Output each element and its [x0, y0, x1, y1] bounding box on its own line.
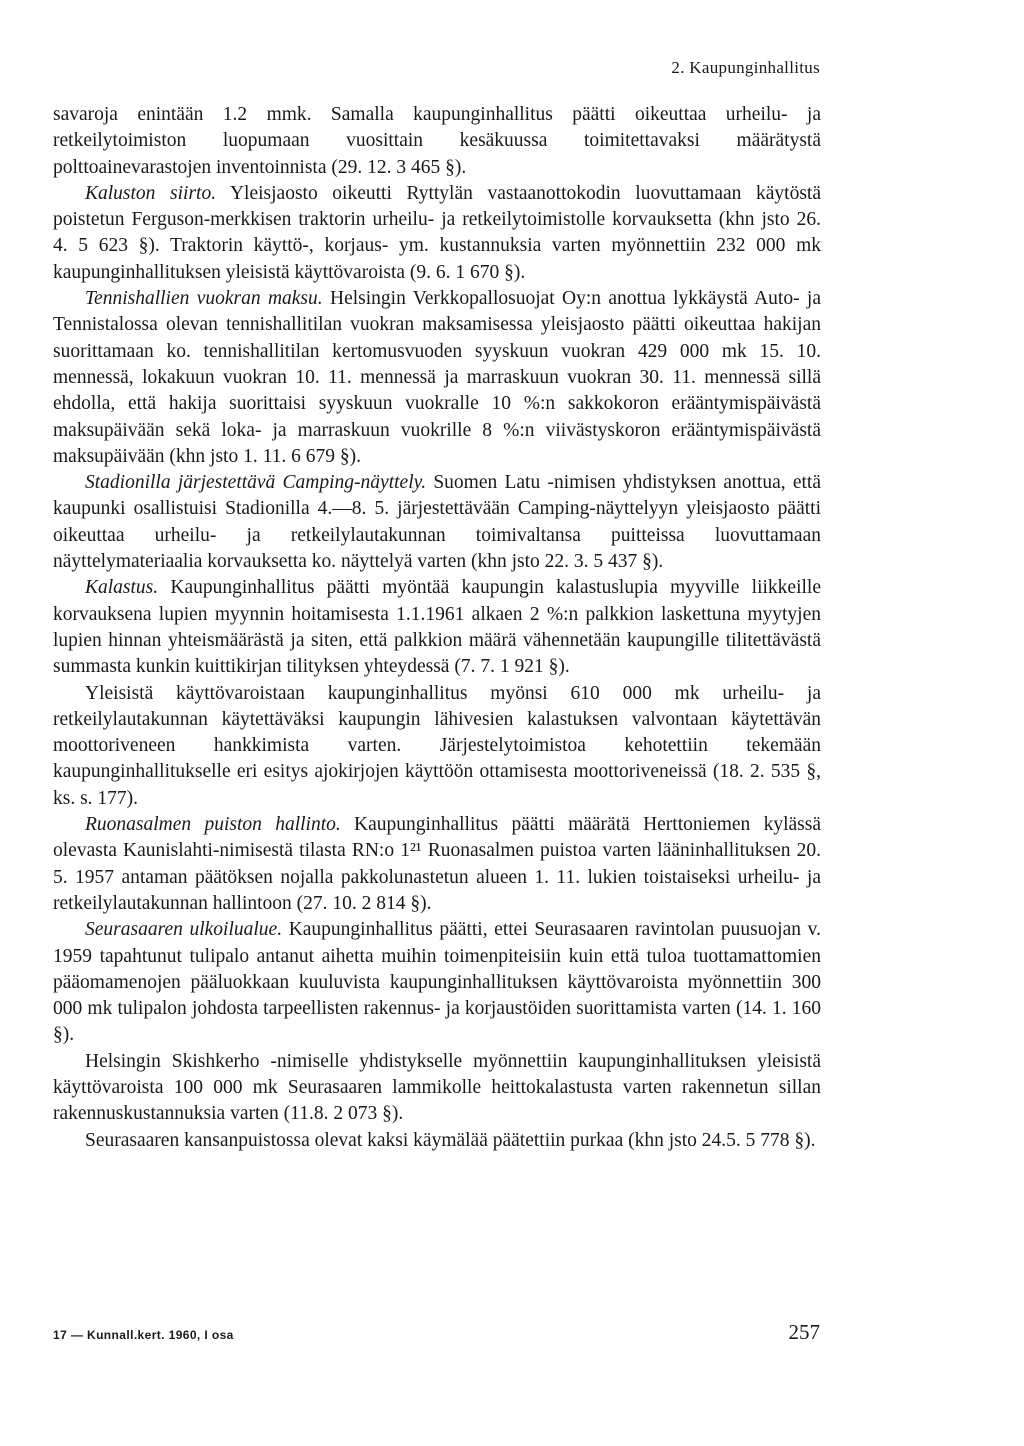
paragraph-2	[53, 286, 821, 470]
paragraph-9-text: Seurasaaren kansanpuistossa olevat kaksi käymälää päätettiin purkaa (khn jsto 24.5. 5 778 §).	[85, 1129, 816, 1151]
paragraph-2-text: Helsingin Verkkopallosuojat Oy:n anottua lykkäystä Auto- ja Tennistalossa olevan tennishallitilan vuokran maksamisessa yleisjaosto päätti oikeuttaa hakijan suorittamaan ko. tennishallitilan kertomusvuoden syyskuun vuokran 429 000 mk 15. 10. mennessä, lokakuun vuokran 10. 11. mennessä ja marraskuun vuokran 30. 11. mennessä sillä ehdolla, että hakija suorittaisi syyskuun vuokralle 10 %:n sakkokoron erääntymispäivästä maksupäivään sekä loka- ja marraskuun vuokrille 8 %:n viivästyskoron erääntymispäivästä maksupäivään (khn jsto 1. 11. 6 679 §).	[53, 288, 821, 467]
paragraph-7	[53, 917, 821, 1048]
paragraph-5-text: Yleisistä käyttövaroistaan kaupunginhallitus myönsi 610 000 mk urheilu- ja retkeilylautakunnan käytettäväksi kaupungin lähivesien kalastuksen valvontaan käytettävän moottoriveneen hankkimista varten. Järjestelytoimistoa kehotettiin tekemään kaupunginhallitukselle eri esitys ajokirjojen käyttöön ottamisesta moottoriveneissä (18. 2. 535 §, ks. s. 177).	[53, 682, 821, 809]
footer-signature: 17 — Kunnall.kert. 1960, I osa	[53, 1328, 234, 1342]
paragraph-8	[53, 1049, 821, 1128]
paragraph-4	[53, 575, 821, 680]
paragraph-3-heading: Stadionilla järjestettävä Camping-näyttely.	[85, 472, 427, 494]
paragraph-6-text: Kaupunginhallitus päätti määrätä Herttoniemen kylässä olevasta Kaunislahti-nimisestä tilasta RN:o 1²¹ Ruonasalmen puistoa varten lääninhallituksen 20. 5. 1957 antaman päätöksen nojalla pakkolunastetun alueen 1. 11. lukien toistaiseksi urheilu- ja retkeilylautakunnan hallintoon (27. 10. 2 814 §).	[53, 814, 822, 914]
running-head: 2. Kaupunginhallitus	[671, 58, 820, 77]
paragraph-2-heading: Tennishallien vuokran maksu.	[85, 288, 323, 310]
page-number: 257	[788, 1320, 820, 1344]
paragraph-5	[53, 681, 821, 812]
paragraph-8-text: Helsingin Skishkerho -nimiselle yhdistykselle myönnettiin kaupunginhallituksen yleisistä käyttövaroista 100 000 mk Seurasaaren lammikolle heittokalastusta varten rakennetun sillan rakennuskustannuksia varten (11.8. 2 073 §).	[53, 1050, 821, 1125]
paragraph-9	[53, 1128, 821, 1154]
paragraph-1-heading: Kaluston siirto.	[85, 182, 217, 204]
paragraph-3	[53, 470, 821, 575]
paragraph-6-heading: Ruonasalmen puiston hallinto.	[85, 814, 341, 836]
paragraph-6	[53, 812, 821, 917]
paragraph-1	[53, 181, 821, 286]
paragraph-7-heading: Seurasaaren ulkoilualue.	[85, 919, 283, 941]
paragraph-7-text: Kaupunginhallitus päätti, ettei Seurasaaren ravintolan puusuojan v. 1959 tapahtunut tulipalo antanut aihetta muihin toimenpiteisiin kuin että tuloa tuottamattomien pääomamenojen pääluokkaan kuuluvista kaupunginhallituksen käyttövaroista myönnettiin 300 000 mk tulipalon johdosta tarpeellisten rakennus- ja korjaustöiden suorittamista varten (14. 1. 160 §).	[53, 919, 821, 1046]
paragraph-0	[53, 102, 821, 181]
paragraph-4-text: Kaupunginhallitus päätti myöntää kaupungin kalastuslupia myyville liikkeille korvauksena lupien myynnin hoitamisesta 1.1.1961 alkaen 2 %:n palkkion laskettuna myytyjen lupien hinnan yhteismäärästä ja siten, että palkkion määrä vähennetään kaupungille tilitettävästä summasta kunkin kuittikirjan tilityksen yhteydessä (7. 7. 1 921 §).	[53, 577, 821, 678]
paragraph-4-heading: Kalastus.	[85, 577, 159, 599]
body-text	[53, 102, 821, 1154]
paragraph-0-text: savaroja enintään 1.2 mmk. Samalla kaupunginhallitus päätti oikeuttaa urheilu- ja retkeilytoimiston luopumaan vuosittain kesäkuussa toimitettavaksi määrätystä polttoainevarastojen inventoinnista (29. 12. 3 465 §).	[53, 104, 821, 178]
paragraph-1-text: Yleisjaosto oikeutti Ryttylän vastaanottokodin luovuttamaan käytöstä poistetun Ferguson-merkkisen traktorin urheilu- ja retkeilytoimistolle korvauksetta (khn jsto 26. 4. 5 623 §). Traktorin käyttö-, korjaus- ym. kustannuksia varten myönnettiin 232 000 mk kaupunginhallituksen yleisistä käyttövaroista (9. 6. 1 670 §).	[53, 182, 821, 283]
paragraph-3-text: Suomen Latu -nimisen yhdistyksen anottua, että kaupunki osallistuisi Stadionilla 4.—8. 5. järjestettävään Camping-näyttelyyn yleisjaosto päätti oikeuttaa urheilu- ja retkeilylautakunnan toimivaltansa puitteissa luovuttamaan näyttelymateriaalia korvauksetta ko. näyttelyä varten (khn jsto 22. 3. 5 437 §).	[53, 472, 821, 573]
